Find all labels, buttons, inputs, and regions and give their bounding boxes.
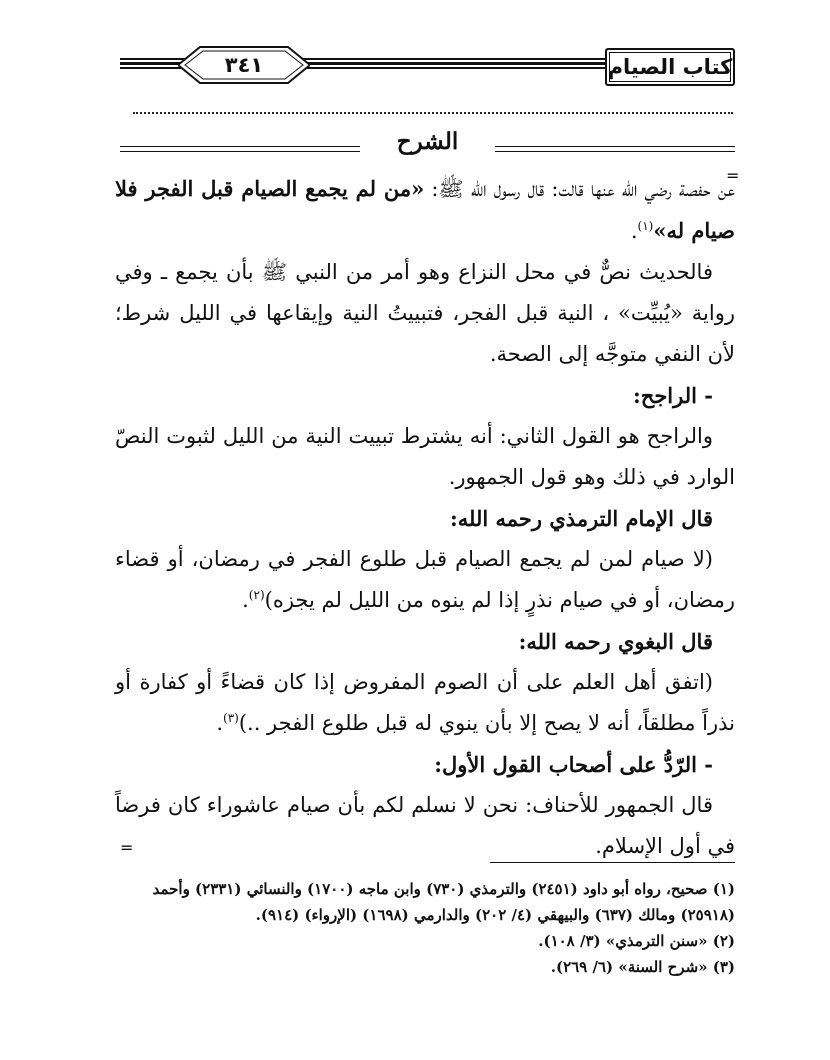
- paragraph-hadith: عن حفصة رضي الله عنها قالت: قال رسول الله ﷺ: «من لم يجمع الصيام قبل الفجر فلا صيام له»$^{(١)}$.: [115, 176, 735, 243]
- paragraph-text: عن حفصة رضي الله عنها قالت: قال رسول الله ﷺ:: [424, 177, 735, 201]
- continuation-mark: =: [726, 166, 740, 185]
- section-rule-right: [495, 146, 735, 152]
- footnote-ref[interactable]: (١): [637, 219, 654, 233]
- heading-baghawi: قال البغوي رحمه الله:: [518, 629, 713, 654]
- heading-tirmidhi: قال الإمام الترمذي رحمه الله:: [450, 506, 713, 531]
- main-text: [115, 168, 735, 867]
- heading-rajih: - الراجح:: [633, 383, 713, 408]
- paragraph-text: (اتفق أهل العلم على أن الصوم المفروض إذا كان قضاءً أو كفارة أو نذراً مطلقاً، أنه لا يصح إلا بأن ينوي له قبل طلوع الفجر ..): [115, 670, 735, 735]
- footnote-ref[interactable]: (٣): [223, 711, 239, 725]
- heading-radd: - الرّدُّ على أصحاب القول الأول:: [434, 752, 713, 777]
- paragraph-rajih: والراجح هو القول الثاني: أنه يشترط تبييت النية من الليل لثبوت النصّ الوارد في ذلك وهو قول الجمهور.: [115, 424, 735, 489]
- section-title: الشرح: [396, 128, 459, 155]
- page-header: [120, 40, 735, 100]
- page-number: ٣٤١: [224, 53, 264, 77]
- footnotes: [115, 876, 735, 980]
- footnote-item: (١) صحيح، رواه أبو داود (٢٤٥١) والترمذي (٧٣٠) وابن ماجه (١٧٠٠) والنسائي (٢٣٣١) وأحمد (٢٥٩١٨) ومالك (٦٣٧) والبيهقي (٤/ ٢٠٢) والدارمي (١٦٩٨) (الإرواء) (٩١٤).: [152, 880, 735, 924]
- page-number-frame: [178, 43, 310, 87]
- continuation-mark: =: [120, 838, 134, 857]
- paragraph-explanation: فالحديث نصٌّ في محل النزاع وهو أمر من النبي ﷺ بأن يجمع ـ وفي رواية «يُبيِّت» ، النية قبل الفجر، فتبييتُ النية وإيقاعها في الليل شرط؛ لأن النفي متوجَّه إلى الصحة.: [115, 260, 735, 366]
- paragraph-text: (لا صيام لمن لم يجمع الصيام قبل طلوع الفجر في رمضان، أو قضاء رمضان، أو في صيام نذرٍ إذا لم ينوه من الليل لم يجزه): [115, 547, 735, 612]
- section-header: [120, 128, 735, 164]
- paragraph-radd: قال الجمهور للأحناف: نحن لا نسلم لكم بأن صيام عاشوراء كان فرضاً في أول الإسلام.: [115, 793, 735, 858]
- paragraph-baghawi: (اتفق أهل العلم على أن الصوم المفروض إذا كان قضاءً أو كفارة أو نذراً مطلقاً، أنه لا يصح إلا بأن ينوي له قبل طلوع الفجر ..)$^{(٣)}$.: [115, 670, 735, 735]
- footnote-item: (٢) «سنن الترمذي» (٣/ ١٠٨).: [538, 932, 735, 950]
- hadith-quote: «من لم يجمع الصيام قبل الفجر فلا صيام له»: [115, 176, 735, 243]
- footnote-rule: [490, 862, 735, 863]
- book-title: كتاب الصيام: [605, 48, 735, 86]
- footnote-item: (٣) «شرح السنة» (٦/ ٢٦٩).: [550, 958, 735, 976]
- paragraph-tirmidhi: (لا صيام لمن لم يجمع الصيام قبل طلوع الفجر في رمضان، أو قضاء رمضان، أو في صيام نذرٍ إذا لم ينوه من الليل لم يجزه)$^{(٢)}$.: [115, 547, 735, 612]
- dotted-divider: [133, 112, 733, 114]
- footnote-ref[interactable]: (٢): [248, 588, 265, 602]
- section-rule-left: [120, 146, 360, 152]
